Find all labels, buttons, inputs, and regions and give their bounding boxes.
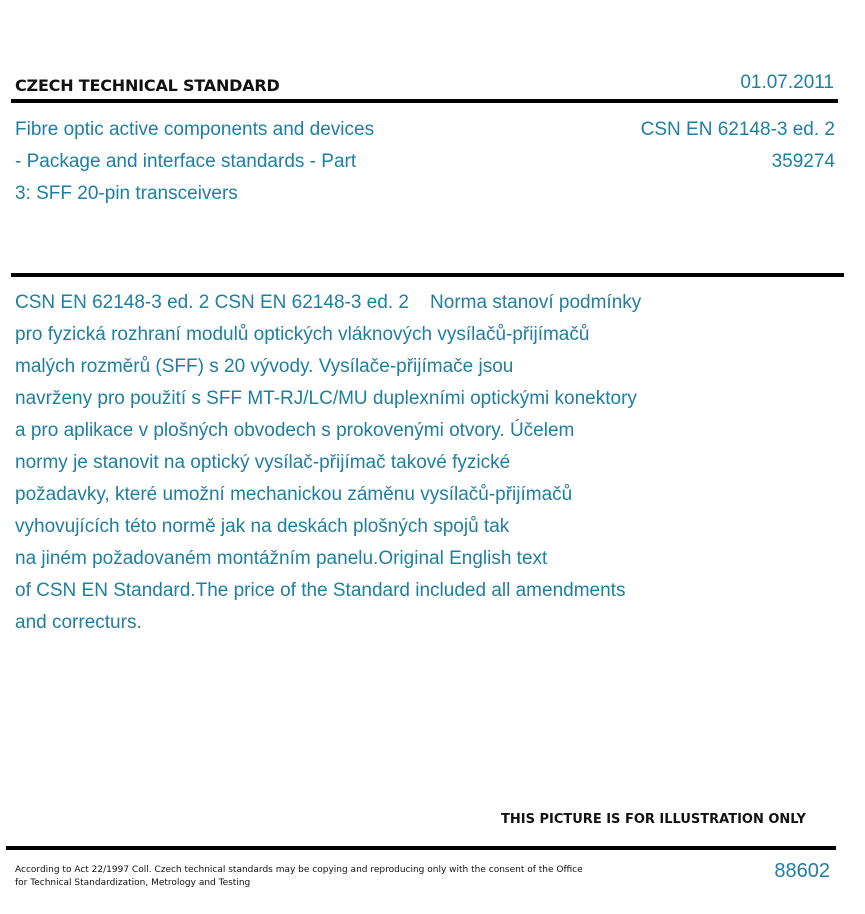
document-id: 88602 [774, 860, 830, 882]
footer-divider [6, 846, 836, 850]
description-line: of CSN EN Standard.The price of the Standard included all amendments [15, 580, 626, 601]
description-line: na jiném požadovaném montážním panelu.Original English text [15, 548, 548, 569]
standard-code: CSN EN 62148-3 ed. 2 [640, 119, 835, 140]
illustration-note: THIS PICTURE IS FOR ILLUSTRATION ONLY [501, 812, 806, 827]
standard-title [15, 114, 445, 210]
header-divider [11, 99, 838, 103]
legal-line: According to Act 22/1997 Coll. Czech technical standards may be copying and reproducing only with the consent of the Office [15, 865, 583, 875]
description-line: malých rozměrů (SFF) s 20 vývody. Vysílače-přijímače jsou [15, 356, 514, 377]
title-line: 3: SFF 20-pin transceivers [15, 183, 238, 204]
description-line: normy je stanovit na optický vysílač-přijímač takové fyzické [15, 452, 511, 473]
description-line: CSN EN 62148-3 ed. 2 CSN EN 62148-3 ed. 2 Norma stanoví podmínky [15, 292, 642, 313]
legal-notice [15, 864, 615, 890]
description-line: navrženy pro použití s SFF MT-RJ/LC/MU duplexními optickými konektory [15, 388, 637, 409]
header-label: CZECH TECHNICAL STANDARD [15, 76, 280, 95]
publication-date: 01.07.2011 [740, 72, 834, 93]
section-divider [11, 273, 844, 277]
title-line: - Package and interface standards - Part [15, 151, 357, 172]
description-line: vyhovujících této normě jak na deskách plošných spojů tak [15, 516, 510, 537]
description-line: pro fyzická rozhraní modulů optických vláknových vysílačů-přijímačů [15, 324, 590, 345]
description-line: and correcturs. [15, 612, 142, 633]
title-line: Fibre optic active components and devices [15, 119, 375, 140]
legal-line: for Technical Standardization, Metrology and Testing [15, 878, 251, 888]
standard-number: 359274 [771, 151, 835, 172]
description-line: a pro aplikace v plošných obvodech s prokovenými otvory. Účelem [15, 420, 575, 441]
standard-description [15, 287, 735, 639]
standard-identifiers [641, 114, 835, 178]
description-line: požadavky, které umožní mechanickou záměnu vysílačů-přijímačů [15, 484, 573, 505]
